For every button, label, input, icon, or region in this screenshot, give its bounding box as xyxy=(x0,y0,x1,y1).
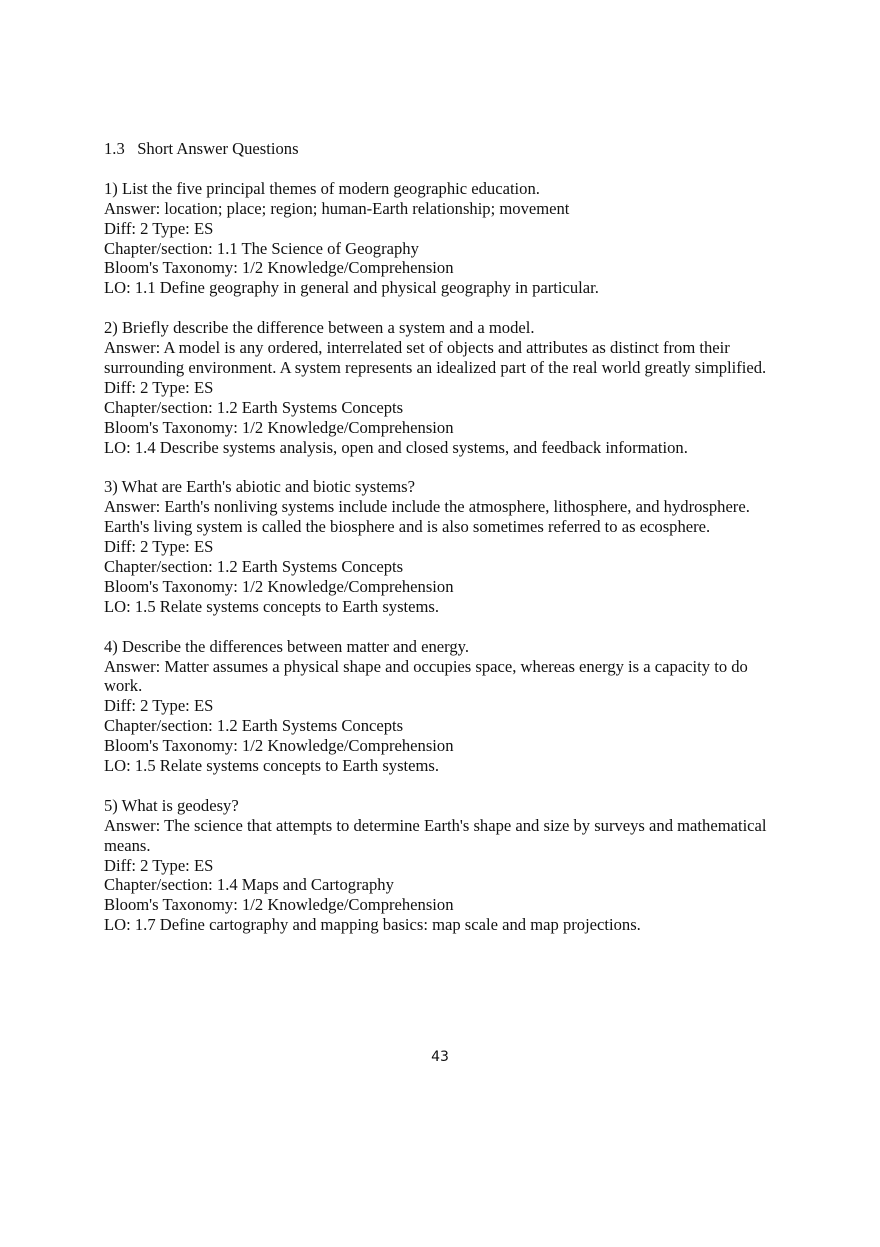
answer-text: Answer: Matter assumes a physical shape and occupies space, whereas energy is a capacity to do work. xyxy=(104,656,748,696)
question-block-3 xyxy=(104,477,784,616)
learning-objective: LO: 1.5 Relate systems concepts to Earth systems. xyxy=(104,756,440,776)
section-heading xyxy=(104,139,784,159)
chapter-section: Chapter/section: 1.4 Maps and Cartography xyxy=(104,875,394,895)
blooms-taxonomy: Bloom's Taxonomy: 1/2 Knowledge/Comprehension xyxy=(104,258,454,278)
question-text: 1) List the five principal themes of modern geographic education. xyxy=(104,178,540,198)
chapter-section: Chapter/section: 1.2 Earth Systems Concepts xyxy=(104,556,404,576)
chapter-section: Chapter/section: 1.1 The Science of Geography xyxy=(104,238,419,258)
blooms-taxonomy: Bloom's Taxonomy: 1/2 Knowledge/Comprehension xyxy=(104,576,454,596)
page-content xyxy=(104,139,784,955)
answer-text: Answer: location; place; region; human-Earth relationship; movement xyxy=(104,198,570,218)
page-number: 43 xyxy=(431,1049,449,1065)
learning-objective: LO: 1.1 Define geography in general and physical geography in particular. xyxy=(104,278,599,298)
difficulty-type: Diff: 2 Type: ES xyxy=(104,537,214,557)
section-number: 1.3 xyxy=(104,139,125,158)
difficulty-type: Diff: 2 Type: ES xyxy=(104,218,214,238)
chapter-section: Chapter/section: 1.2 Earth Systems Concepts xyxy=(104,397,404,417)
blooms-taxonomy: Bloom's Taxonomy: 1/2 Knowledge/Comprehension xyxy=(104,736,454,756)
blooms-taxonomy: Bloom's Taxonomy: 1/2 Knowledge/Comprehension xyxy=(104,417,454,437)
difficulty-type: Diff: 2 Type: ES xyxy=(104,377,214,397)
question-block-2 xyxy=(104,318,784,457)
question-text: 5) What is geodesy? xyxy=(104,795,239,815)
question-text: 4) Describe the differences between matter and energy. xyxy=(104,636,470,656)
question-block-5 xyxy=(104,796,784,935)
learning-objective: LO: 1.4 Describe systems analysis, open and closed systems, and feedback information. xyxy=(104,437,688,457)
section-title: Short Answer Questions xyxy=(137,139,299,158)
difficulty-type: Diff: 2 Type: ES xyxy=(104,855,214,875)
blooms-taxonomy: Bloom's Taxonomy: 1/2 Knowledge/Comprehension xyxy=(104,895,454,915)
question-block-4 xyxy=(104,637,784,776)
answer-text: Answer: A model is any ordered, interrelated set of objects and attributes as distinct from their surrounding environment. A system represents an idealized part of the real world greatly simplified. xyxy=(104,338,767,377)
learning-objective: LO: 1.7 Define cartography and mapping basics: map scale and map projections. xyxy=(104,915,641,935)
difficulty-type: Diff: 2 Type: ES xyxy=(104,696,214,716)
chapter-section: Chapter/section: 1.2 Earth Systems Concepts xyxy=(104,716,404,736)
answer-text: Answer: The science that attempts to determine Earth's shape and size by surveys and mathematical means. xyxy=(104,815,767,855)
learning-objective: LO: 1.5 Relate systems concepts to Earth systems. xyxy=(104,596,440,616)
answer-text: Answer: Earth's nonliving systems include include the atmosphere, lithosphere, and hydrosphere. Earth's living system is called the biosphere and is also sometimes referred to as ecosphere. xyxy=(104,497,750,537)
question-text: 3) What are Earth's abiotic and biotic systems? xyxy=(104,477,415,497)
question-block-1 xyxy=(104,179,784,298)
question-text: 2) Briefly describe the difference between a system and a model. xyxy=(104,318,535,338)
